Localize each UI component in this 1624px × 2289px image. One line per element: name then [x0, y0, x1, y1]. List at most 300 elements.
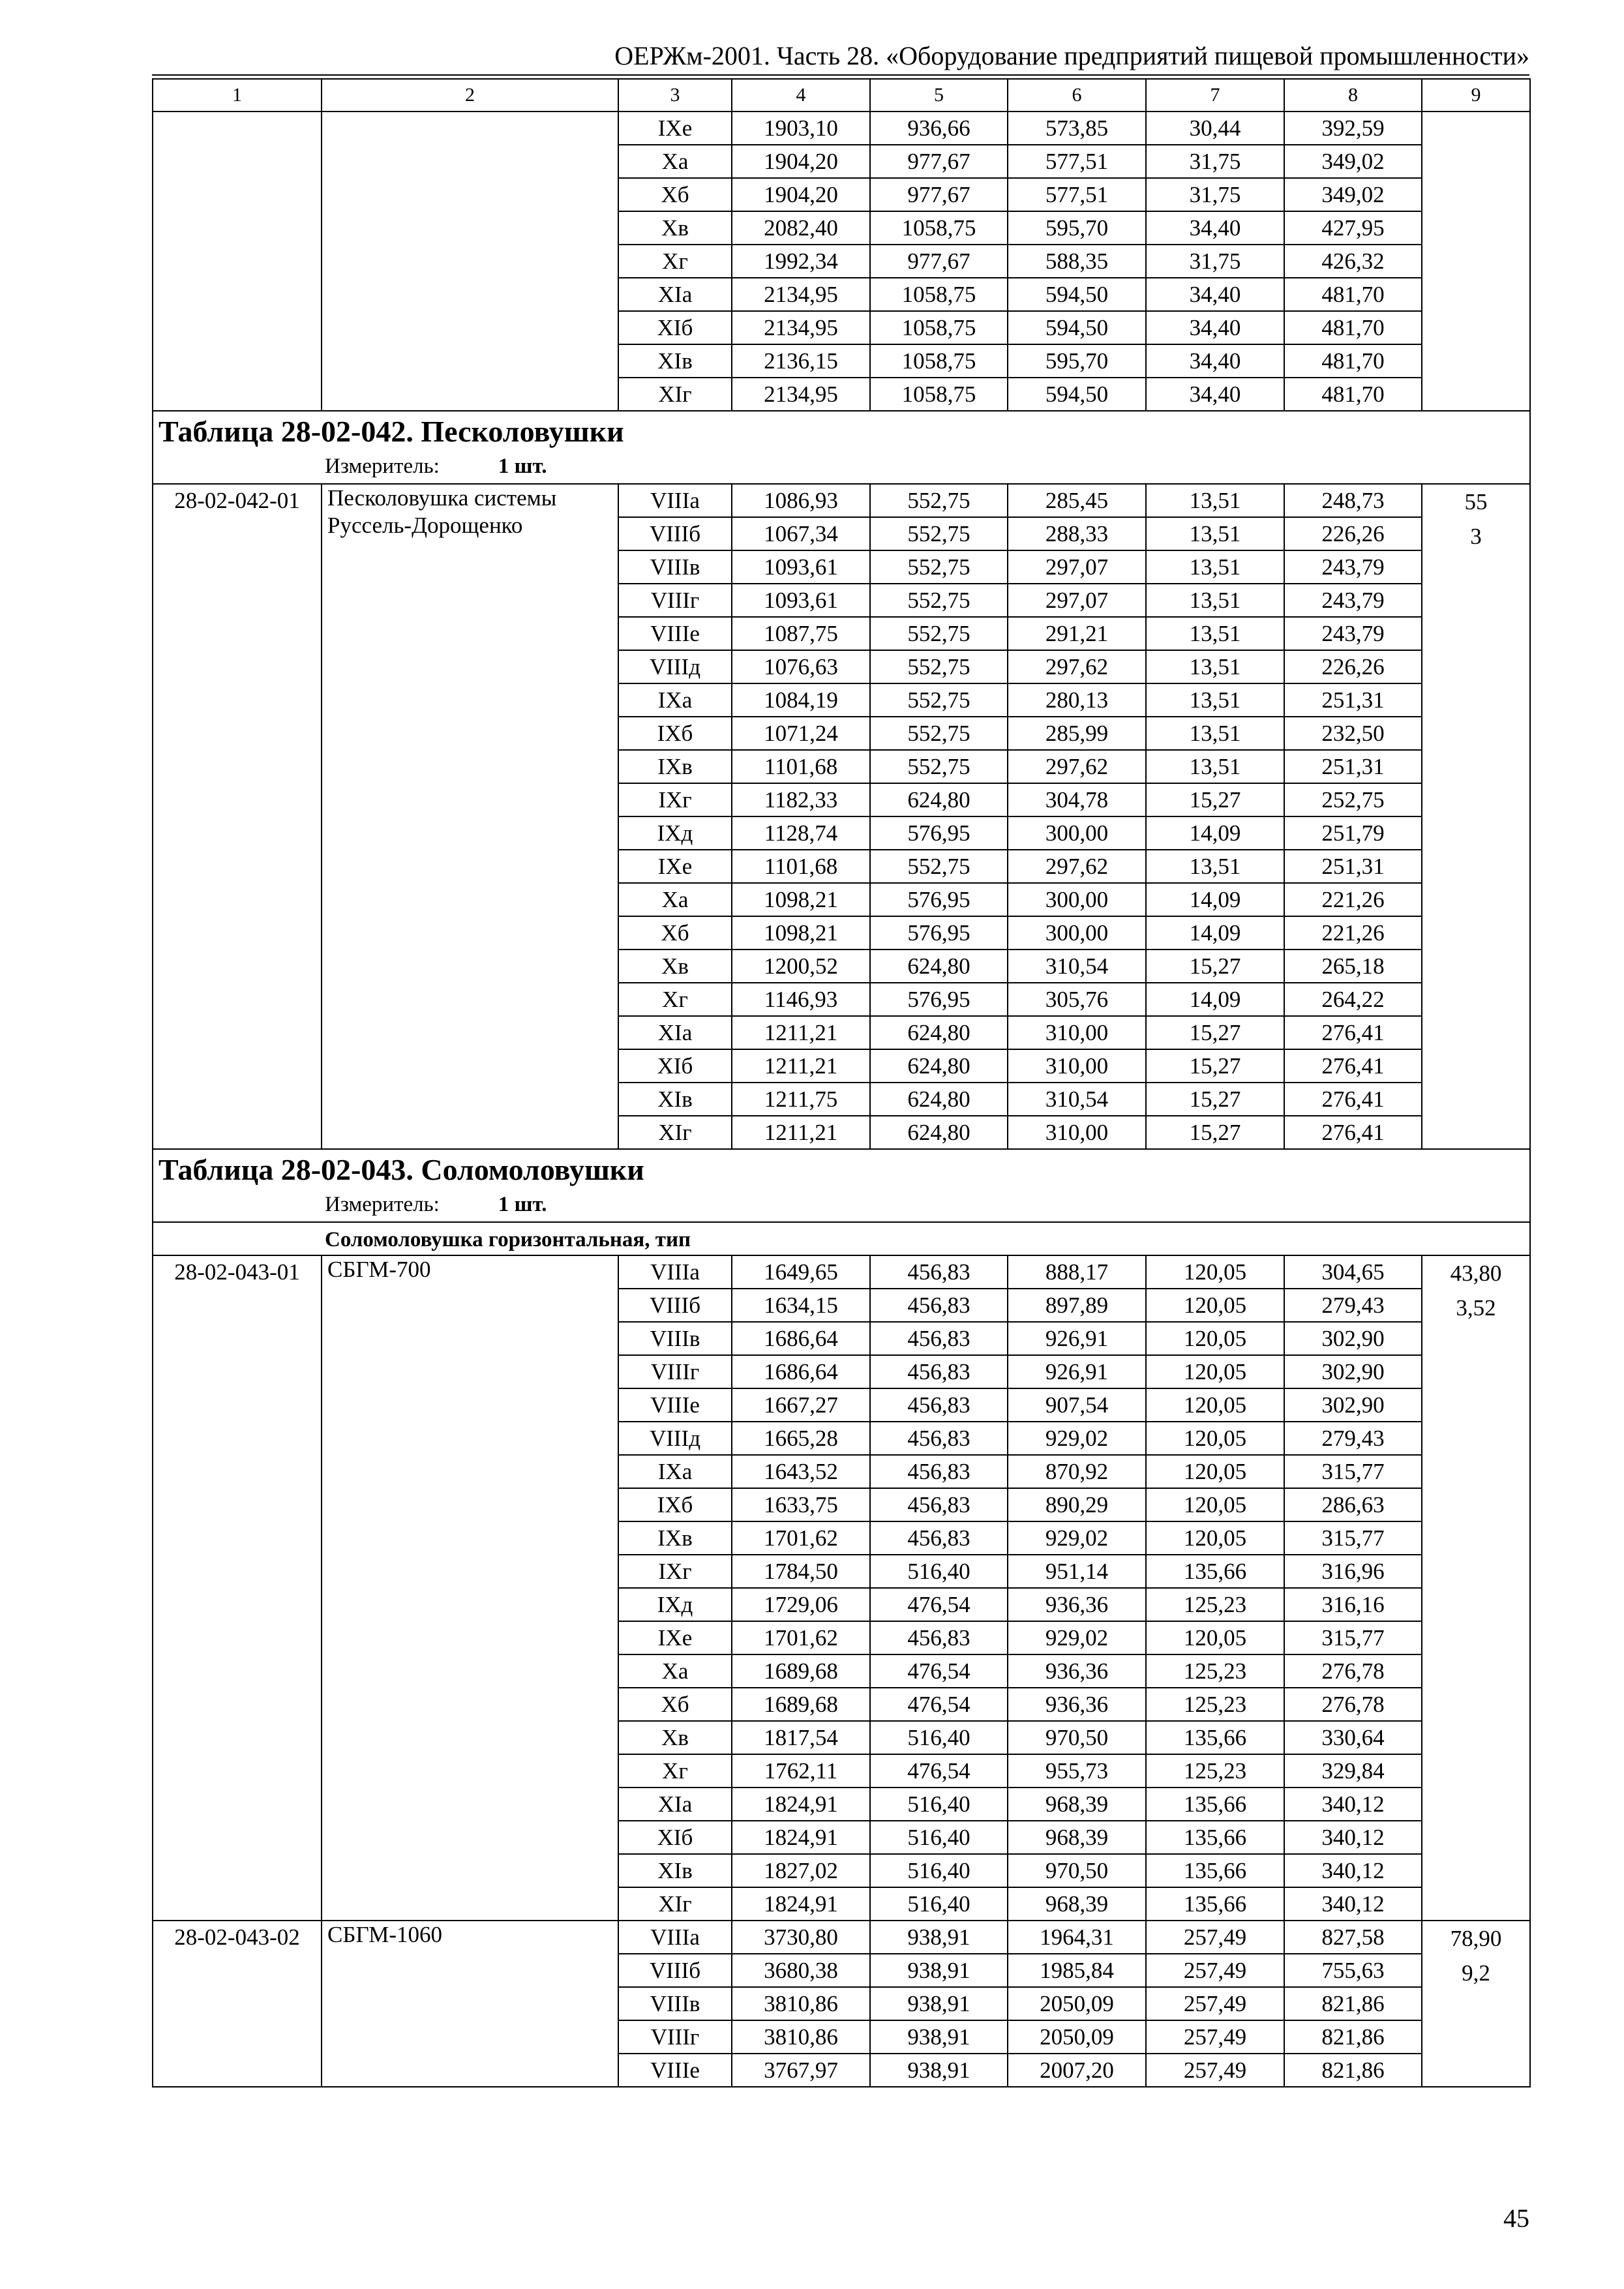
- header-rule: [152, 74, 1529, 76]
- value-cell: 251,79: [1284, 816, 1422, 850]
- value-cell: 251,31: [1284, 850, 1422, 883]
- value-cell: 349,02: [1284, 178, 1422, 211]
- value-cell: 1084,19: [732, 683, 870, 717]
- item-extra: [1422, 484, 1530, 1149]
- zone-cell: IXа: [618, 1455, 732, 1488]
- value-cell: 1211,21: [732, 1016, 870, 1049]
- value-cell: 2134,95: [732, 378, 870, 411]
- value-cell: 1784,50: [732, 1555, 870, 1588]
- value-cell: 907,54: [1008, 1388, 1146, 1422]
- value-cell: 15,27: [1146, 950, 1284, 983]
- column-number: 8: [1284, 79, 1422, 112]
- value-cell: 125,23: [1146, 1754, 1284, 1788]
- zone-cell: VIIIв: [618, 550, 732, 584]
- extra-value: 9,2: [1462, 1960, 1490, 1986]
- value-cell: 476,54: [870, 1754, 1008, 1788]
- zone-cell: VIIIа: [618, 1255, 732, 1289]
- value-cell: 305,76: [1008, 983, 1146, 1016]
- value-cell: 577,51: [1008, 145, 1146, 178]
- value-cell: 938,91: [870, 1987, 1008, 2020]
- value-cell: 1667,27: [732, 1388, 870, 1422]
- value-cell: 977,67: [870, 245, 1008, 278]
- value-cell: 1633,75: [732, 1488, 870, 1521]
- value-cell: 968,39: [1008, 1821, 1146, 1854]
- value-cell: 929,02: [1008, 1621, 1146, 1654]
- value-cell: 2134,95: [732, 311, 870, 344]
- measure-label: Измеритель:: [325, 455, 440, 478]
- value-cell: 120,05: [1146, 1521, 1284, 1555]
- value-cell: 936,66: [870, 112, 1008, 145]
- value-cell: 821,86: [1284, 2020, 1422, 2054]
- value-cell: 624,80: [870, 950, 1008, 983]
- value-cell: 576,95: [870, 883, 1008, 916]
- value-cell: 938,91: [870, 2020, 1008, 2054]
- zone-cell: XIв: [618, 1083, 732, 1116]
- column-number: 2: [322, 79, 618, 112]
- measure-label: Измеритель:: [325, 1193, 440, 1216]
- value-cell: 34,40: [1146, 211, 1284, 245]
- table-title-cell: [153, 411, 1530, 484]
- value-cell: 315,77: [1284, 1455, 1422, 1488]
- value-cell: 297,07: [1008, 584, 1146, 617]
- value-cell: 938,91: [870, 1954, 1008, 1987]
- value-cell: 304,65: [1284, 1255, 1422, 1289]
- value-cell: 552,75: [870, 517, 1008, 550]
- value-cell: 135,66: [1146, 1721, 1284, 1754]
- value-cell: 310,54: [1008, 950, 1146, 983]
- table-title: Таблица 28-02-043. Соломоловушки: [158, 1153, 644, 1186]
- value-cell: 297,07: [1008, 550, 1146, 584]
- value-cell: 257,49: [1146, 1921, 1284, 1954]
- zone-cell: VIIIб: [618, 1954, 732, 1987]
- value-cell: 135,66: [1146, 1821, 1284, 1854]
- zone-cell: VIIIг: [618, 584, 732, 617]
- value-cell: 13,51: [1146, 484, 1284, 517]
- value-cell: 13,51: [1146, 584, 1284, 617]
- value-cell: 821,86: [1284, 2054, 1422, 2087]
- value-cell: 120,05: [1146, 1322, 1284, 1355]
- value-cell: 1146,93: [732, 983, 870, 1016]
- value-cell: 1211,21: [732, 1116, 870, 1149]
- value-cell: 977,67: [870, 178, 1008, 211]
- value-cell: 34,40: [1146, 344, 1284, 378]
- zone-cell: Xа: [618, 145, 732, 178]
- value-cell: 936,36: [1008, 1654, 1146, 1688]
- value-cell: 257,49: [1146, 2054, 1284, 2087]
- item-name: СБГМ-1060: [322, 1921, 618, 2087]
- item-extra: [1422, 1255, 1530, 1921]
- value-cell: 120,05: [1146, 1422, 1284, 1455]
- value-cell: 3767,97: [732, 2054, 870, 2087]
- measure-line: [153, 1190, 1529, 1221]
- value-cell: 588,35: [1008, 245, 1146, 278]
- item-code: [153, 112, 322, 411]
- value-cell: 624,80: [870, 1049, 1008, 1083]
- zone-cell: XIа: [618, 1788, 732, 1821]
- extra-value: 3: [1470, 524, 1482, 549]
- value-cell: 594,50: [1008, 278, 1146, 311]
- value-cell: 2136,15: [732, 344, 870, 378]
- value-cell: 13,51: [1146, 650, 1284, 683]
- zone-cell: VIIIа: [618, 484, 732, 517]
- value-cell: 951,14: [1008, 1555, 1146, 1588]
- zone-cell: XIа: [618, 1016, 732, 1049]
- zone-cell: XIб: [618, 311, 732, 344]
- page-header: ОЕРЖм-2001. Часть 28. «Оборудование предприятий пищевой промышленности»: [614, 41, 1529, 70]
- value-cell: 329,84: [1284, 1754, 1422, 1788]
- value-cell: 929,02: [1008, 1521, 1146, 1555]
- value-cell: 1992,34: [732, 245, 870, 278]
- measure-value: 1 шт.: [498, 1193, 547, 1216]
- value-cell: 125,23: [1146, 1588, 1284, 1621]
- zone-cell: Xг: [618, 1754, 732, 1788]
- value-cell: 476,54: [870, 1588, 1008, 1621]
- value-cell: 257,49: [1146, 1954, 1284, 1987]
- value-cell: 13,51: [1146, 750, 1284, 783]
- value-cell: 280,13: [1008, 683, 1146, 717]
- value-cell: 340,12: [1284, 1788, 1422, 1821]
- value-cell: 288,33: [1008, 517, 1146, 550]
- value-cell: 456,83: [870, 1621, 1008, 1654]
- value-cell: 310,00: [1008, 1116, 1146, 1149]
- value-cell: 1686,64: [732, 1322, 870, 1355]
- item-extra: [1422, 112, 1530, 411]
- value-cell: 1649,65: [732, 1255, 870, 1289]
- value-cell: 1689,68: [732, 1654, 870, 1688]
- zone-cell: Xв: [618, 1721, 732, 1754]
- zone-cell: IXб: [618, 717, 732, 750]
- extra-value: 78,90: [1450, 1926, 1502, 1951]
- value-cell: 1071,24: [732, 717, 870, 750]
- value-cell: 304,78: [1008, 783, 1146, 816]
- value-cell: 120,05: [1146, 1488, 1284, 1521]
- table-row: [153, 484, 1530, 517]
- value-cell: 120,05: [1146, 1289, 1284, 1322]
- value-cell: 624,80: [870, 1116, 1008, 1149]
- value-cell: 516,40: [870, 1721, 1008, 1754]
- value-cell: 13,51: [1146, 617, 1284, 650]
- zone-cell: XIг: [618, 1887, 732, 1921]
- value-cell: 594,50: [1008, 311, 1146, 344]
- value-cell: 297,62: [1008, 750, 1146, 783]
- zone-cell: Xв: [618, 211, 732, 245]
- value-cell: 257,49: [1146, 1987, 1284, 2020]
- extra-value: 43,80: [1450, 1261, 1502, 1286]
- value-cell: 1093,61: [732, 550, 870, 584]
- table-title: Таблица 28-02-042. Песколовушки: [158, 415, 624, 448]
- value-cell: 968,39: [1008, 1887, 1146, 1921]
- value-cell: 1729,06: [732, 1588, 870, 1621]
- column-number: 6: [1008, 79, 1146, 112]
- value-cell: 1701,62: [732, 1521, 870, 1555]
- value-cell: 1058,75: [870, 278, 1008, 311]
- value-cell: 970,50: [1008, 1854, 1146, 1887]
- value-cell: 316,16: [1284, 1588, 1422, 1621]
- value-cell: 279,43: [1284, 1289, 1422, 1322]
- value-cell: 120,05: [1146, 1388, 1284, 1422]
- table-row: [153, 1921, 1530, 1954]
- value-cell: 31,75: [1146, 145, 1284, 178]
- value-cell: 15,27: [1146, 1116, 1284, 1149]
- value-cell: 1211,21: [732, 1049, 870, 1083]
- value-cell: 1058,75: [870, 311, 1008, 344]
- value-cell: 516,40: [870, 1788, 1008, 1821]
- table-title-row: [153, 411, 1530, 484]
- value-cell: 13,51: [1146, 717, 1284, 750]
- value-cell: 243,79: [1284, 550, 1422, 584]
- value-cell: 456,83: [870, 1488, 1008, 1521]
- value-cell: 276,41: [1284, 1049, 1422, 1083]
- zone-cell: VIIIб: [618, 517, 732, 550]
- zone-cell: Xб: [618, 1688, 732, 1721]
- value-cell: 552,75: [870, 617, 1008, 650]
- table-title-cell: [153, 1149, 1530, 1222]
- value-cell: 552,75: [870, 750, 1008, 783]
- value-cell: 125,23: [1146, 1688, 1284, 1721]
- value-cell: 3730,80: [732, 1921, 870, 1954]
- value-cell: 264,22: [1284, 983, 1422, 1016]
- zone-cell: VIIIе: [618, 1388, 732, 1422]
- zone-cell: Xг: [618, 245, 732, 278]
- value-cell: 1200,52: [732, 950, 870, 983]
- value-cell: 476,54: [870, 1654, 1008, 1688]
- value-cell: 2050,09: [1008, 1987, 1146, 2020]
- measure-value: 1 шт.: [498, 455, 547, 478]
- value-cell: 427,95: [1284, 211, 1422, 245]
- value-cell: 516,40: [870, 1854, 1008, 1887]
- value-cell: 276,78: [1284, 1654, 1422, 1688]
- value-cell: 926,91: [1008, 1355, 1146, 1388]
- value-cell: 1686,64: [732, 1355, 870, 1388]
- value-cell: 1182,33: [732, 783, 870, 816]
- value-cell: 285,99: [1008, 717, 1146, 750]
- value-cell: 1067,34: [732, 517, 870, 550]
- table-row: [153, 112, 1530, 145]
- value-cell: 286,63: [1284, 1488, 1422, 1521]
- value-cell: 938,91: [870, 2054, 1008, 2087]
- value-cell: 135,66: [1146, 1788, 1284, 1821]
- extra-value: 55: [1464, 489, 1488, 515]
- value-cell: 977,67: [870, 145, 1008, 178]
- value-cell: 120,05: [1146, 1455, 1284, 1488]
- value-cell: 135,66: [1146, 1854, 1284, 1887]
- value-cell: 276,41: [1284, 1016, 1422, 1049]
- value-cell: 15,27: [1146, 783, 1284, 816]
- zone-cell: Xб: [618, 178, 732, 211]
- value-cell: 1964,31: [1008, 1921, 1146, 1954]
- value-cell: 14,09: [1146, 916, 1284, 950]
- value-cell: 232,50: [1284, 717, 1422, 750]
- value-cell: 1904,20: [732, 145, 870, 178]
- value-cell: 456,83: [870, 1289, 1008, 1322]
- value-cell: 2050,09: [1008, 2020, 1146, 2054]
- value-cell: 476,54: [870, 1688, 1008, 1721]
- value-cell: 1643,52: [732, 1455, 870, 1488]
- value-cell: 936,36: [1008, 1588, 1146, 1621]
- value-cell: 1985,84: [1008, 1954, 1146, 1987]
- value-cell: 552,75: [870, 717, 1008, 750]
- value-cell: 926,91: [1008, 1322, 1146, 1355]
- value-cell: 624,80: [870, 783, 1008, 816]
- value-cell: 755,63: [1284, 1954, 1422, 1987]
- zone-cell: VIIIд: [618, 1422, 732, 1455]
- value-cell: 243,79: [1284, 617, 1422, 650]
- zone-cell: Xг: [618, 983, 732, 1016]
- value-cell: 30,44: [1146, 112, 1284, 145]
- item-name: Песколовушка системы Руссель-Дорощенко: [322, 484, 618, 1149]
- value-cell: 1058,75: [870, 344, 1008, 378]
- zone-cell: IXе: [618, 850, 732, 883]
- value-cell: 316,96: [1284, 1555, 1422, 1588]
- value-cell: 1689,68: [732, 1688, 870, 1721]
- value-cell: 624,80: [870, 1083, 1008, 1116]
- zone-cell: IXе: [618, 112, 732, 145]
- value-cell: 221,26: [1284, 883, 1422, 916]
- column-number: 9: [1422, 79, 1530, 112]
- value-cell: 330,64: [1284, 1721, 1422, 1754]
- zone-cell: VIIIг: [618, 2020, 732, 2054]
- value-cell: 251,31: [1284, 750, 1422, 783]
- value-cell: 890,29: [1008, 1488, 1146, 1521]
- item-code: 28-02-043-01: [153, 1255, 322, 1921]
- value-cell: 970,50: [1008, 1721, 1146, 1754]
- value-cell: 302,90: [1284, 1355, 1422, 1388]
- value-cell: 897,89: [1008, 1289, 1146, 1322]
- value-cell: 573,85: [1008, 112, 1146, 145]
- value-cell: 302,90: [1284, 1322, 1422, 1355]
- value-cell: 552,75: [870, 683, 1008, 717]
- zone-cell: XIг: [618, 1116, 732, 1149]
- value-cell: 516,40: [870, 1887, 1008, 1921]
- value-cell: 456,83: [870, 1388, 1008, 1422]
- value-cell: 595,70: [1008, 211, 1146, 245]
- value-cell: 1665,28: [732, 1422, 870, 1455]
- zone-cell: VIIIа: [618, 1921, 732, 1954]
- zone-cell: IXа: [618, 683, 732, 717]
- value-cell: 1824,91: [732, 1821, 870, 1854]
- value-cell: 456,83: [870, 1322, 1008, 1355]
- zone-cell: Xб: [618, 916, 732, 950]
- value-cell: 252,75: [1284, 783, 1422, 816]
- page-number: 45: [1503, 2204, 1529, 2233]
- value-cell: 34,40: [1146, 311, 1284, 344]
- value-cell: 300,00: [1008, 883, 1146, 916]
- value-cell: 120,05: [1146, 1255, 1284, 1289]
- value-cell: 1086,93: [732, 484, 870, 517]
- value-cell: 31,75: [1146, 245, 1284, 278]
- value-cell: 14,09: [1146, 883, 1284, 916]
- zone-cell: VIIIб: [618, 1289, 732, 1322]
- value-cell: 276,41: [1284, 1083, 1422, 1116]
- value-cell: 888,17: [1008, 1255, 1146, 1289]
- zone-cell: XIб: [618, 1049, 732, 1083]
- column-number: 1: [153, 79, 322, 112]
- value-cell: 315,77: [1284, 1521, 1422, 1555]
- value-cell: 221,26: [1284, 916, 1422, 950]
- value-cell: 456,83: [870, 1355, 1008, 1388]
- zone-cell: XIв: [618, 1854, 732, 1887]
- value-cell: 1701,62: [732, 1621, 870, 1654]
- value-cell: 1101,68: [732, 850, 870, 883]
- zone-cell: IXд: [618, 816, 732, 850]
- zone-cell: IXв: [618, 750, 732, 783]
- zone-cell: IXе: [618, 1621, 732, 1654]
- value-cell: 1098,21: [732, 916, 870, 950]
- value-cell: 2007,20: [1008, 2054, 1146, 2087]
- value-cell: 310,54: [1008, 1083, 1146, 1116]
- value-cell: 226,26: [1284, 650, 1422, 683]
- value-cell: 340,12: [1284, 1821, 1422, 1854]
- zone-cell: Xв: [618, 950, 732, 983]
- value-cell: 120,05: [1146, 1621, 1284, 1654]
- value-cell: 15,27: [1146, 1083, 1284, 1116]
- value-cell: 297,62: [1008, 650, 1146, 683]
- value-cell: 1087,75: [732, 617, 870, 650]
- value-cell: 577,51: [1008, 178, 1146, 211]
- value-cell: 576,95: [870, 916, 1008, 950]
- zone-cell: VIIIв: [618, 1322, 732, 1355]
- value-cell: 349,02: [1284, 145, 1422, 178]
- section-cell: [153, 1222, 1530, 1255]
- item-name: [322, 112, 618, 411]
- value-cell: 1903,10: [732, 112, 870, 145]
- value-cell: 929,02: [1008, 1422, 1146, 1455]
- column-number: 4: [732, 79, 870, 112]
- value-cell: 243,79: [1284, 584, 1422, 617]
- zone-cell: IXб: [618, 1488, 732, 1521]
- value-cell: 481,70: [1284, 311, 1422, 344]
- value-cell: 31,75: [1146, 178, 1284, 211]
- value-cell: 1058,75: [870, 378, 1008, 411]
- value-cell: 576,95: [870, 983, 1008, 1016]
- section-label: Соломоловушка горизонтальная, тип: [325, 1227, 691, 1251]
- value-cell: 552,75: [870, 584, 1008, 617]
- measure-line: [153, 452, 1529, 483]
- zone-cell: VIIIе: [618, 617, 732, 650]
- value-cell: 291,21: [1008, 617, 1146, 650]
- value-cell: 297,62: [1008, 850, 1146, 883]
- value-cell: 938,91: [870, 1921, 1008, 1954]
- zone-cell: IXв: [618, 1521, 732, 1555]
- column-number: 7: [1146, 79, 1284, 112]
- value-cell: 13,51: [1146, 683, 1284, 717]
- zone-cell: XIа: [618, 278, 732, 311]
- value-cell: 1824,91: [732, 1788, 870, 1821]
- value-cell: 1762,11: [732, 1754, 870, 1788]
- zone-cell: XIв: [618, 344, 732, 378]
- zone-cell: XIг: [618, 378, 732, 411]
- value-cell: 1101,68: [732, 750, 870, 783]
- value-cell: 456,83: [870, 1455, 1008, 1488]
- value-cell: 870,92: [1008, 1455, 1146, 1488]
- value-cell: 516,40: [870, 1821, 1008, 1854]
- value-cell: 276,41: [1284, 1116, 1422, 1149]
- value-cell: 481,70: [1284, 344, 1422, 378]
- value-cell: 14,09: [1146, 983, 1284, 1016]
- value-cell: 135,66: [1146, 1555, 1284, 1588]
- column-number-row: [153, 79, 1530, 112]
- value-cell: 15,27: [1146, 1016, 1284, 1049]
- value-cell: 279,43: [1284, 1422, 1422, 1455]
- value-cell: 821,86: [1284, 1987, 1422, 2020]
- value-cell: 936,36: [1008, 1688, 1146, 1721]
- value-cell: 552,75: [870, 484, 1008, 517]
- value-cell: 285,45: [1008, 484, 1146, 517]
- value-cell: 120,05: [1146, 1355, 1284, 1388]
- zone-cell: VIIIв: [618, 1987, 732, 2020]
- value-cell: 276,78: [1284, 1688, 1422, 1721]
- value-cell: 1824,91: [732, 1887, 870, 1921]
